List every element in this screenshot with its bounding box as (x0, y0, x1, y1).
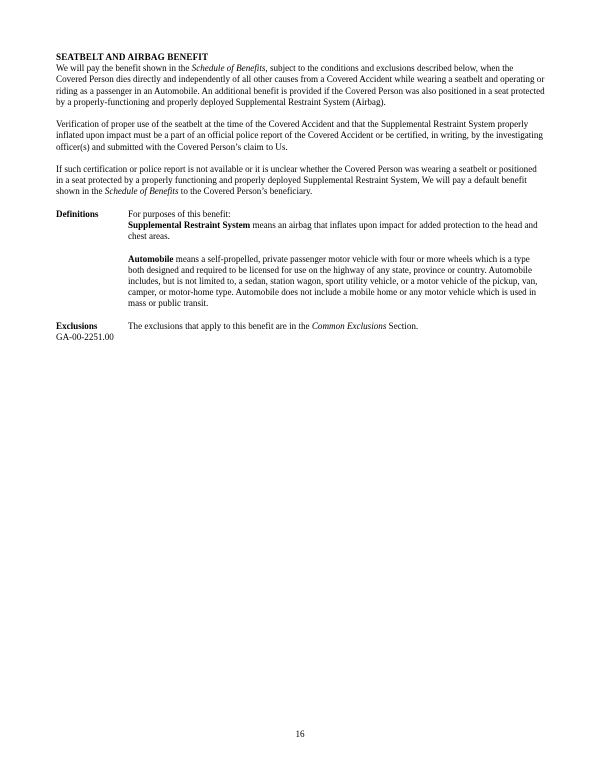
definitions-section (56, 209, 545, 310)
definitions-intro (128, 209, 545, 243)
section-spacer (56, 310, 545, 321)
exclusions-label-column (56, 321, 128, 343)
text-run: , subject to the conditions and exclusions described below, when the Covered Person dies directly and independently of all other causes from a Covered Accident while wearing a seatbelt and operating or riding as a passenger in an Automobile. An additional benefit is provided if the Covered Person was also positioned in a seat protected by a properly-functioning and properly deployed Supplemental Restraint System (Airbag). (56, 63, 545, 107)
definition-entry-automobile (128, 254, 545, 310)
text-run: Verification of proper use of the seatbelt at the time of the Covered Accident and that the Supplemental Restraint System properly inflated upon impact must be a part of an official police report of the Covered Accident or be certified, in writing, by the investigating officer(s) and submitted with the Covered Person’s claim to Us. (56, 119, 543, 152)
exclusions-body (128, 321, 545, 332)
definition-automobile: means a self-propelled, private passenger motor vehicle with four or more wheels which is a type both designed and required to be licensed for use on the highway of any state, province or country. Automobile includes, but is not limited to, a sedan, station wagon, sport utility vehicle, or a motor vehicle of the pickup, van, camper, or motor-home type. Automobile does not include a mobile home or any motor vehicle which is used in mass or public transit. (128, 253, 538, 309)
definitions-body (128, 209, 545, 310)
italic-reference-schedule-of-benefits: Schedule of Benefits (104, 186, 179, 197)
text-run: For purposes of this benefit: (128, 208, 231, 219)
term-automobile: Automobile (128, 253, 174, 264)
exclusions-label: Exclusions (56, 320, 98, 331)
exclusions-section (56, 321, 545, 343)
page-title: SEATBELT AND AIRBAG BENEFIT (56, 52, 209, 62)
exclusions-text (128, 321, 545, 332)
paragraph-default-benefit (56, 164, 545, 198)
italic-reference-common-exclusions: Common Exclusions (311, 320, 387, 331)
term-supplemental-restraint-system: Supplemental Restraint System (128, 220, 251, 230)
text-run: to the Covered Person’s beneficiary. (178, 186, 313, 197)
text-run: The exclusions that apply to this benefit are in the (128, 320, 312, 331)
italic-reference-schedule-of-benefits: Schedule of Benefits (191, 63, 266, 74)
section-spacer (56, 198, 545, 209)
text-run: Section. (386, 320, 419, 331)
definitions-label: Definitions (56, 208, 99, 219)
text-run: We will pay the benefit shown in the (56, 63, 192, 74)
paragraph-benefit-description (56, 63, 545, 108)
definition-supplemental-restraint-system: means an airbag that inflates upon impact for added protection to the head and chest areas. (128, 220, 538, 242)
form-number: GA-00-2251.00 (56, 332, 114, 342)
paragraph-verification-requirement (56, 119, 545, 153)
page-number: 16 (295, 729, 305, 739)
text-run: If such certification or police report is not available or it is unclear whether the Covered Person was wearing a seatbelt or positioned in a seat protected by a properly functioning and properly deployed Supplemental Restraint System, We will pay a default benefit shown in the (56, 164, 537, 197)
